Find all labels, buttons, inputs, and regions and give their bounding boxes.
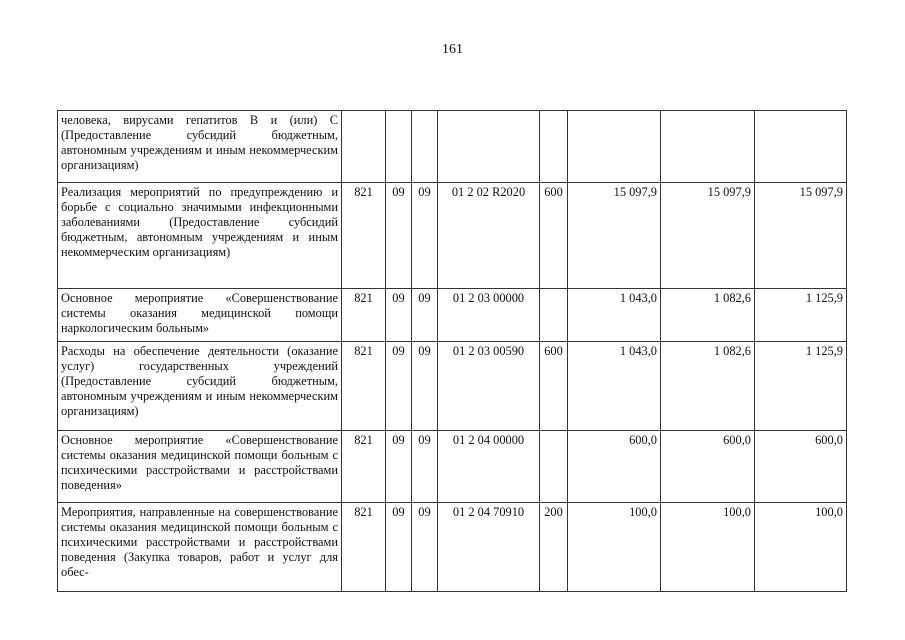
expense-type [540,431,568,503]
amount-year-2: 100,0 [661,503,755,592]
target-article: 01 2 02 R2020 [438,183,540,289]
target-article: 01 2 04 00000 [438,431,540,503]
row-description: Расходы на обеспечение деятельности (оказание услуг) государственных учреждений (Предоставление субсидий бюджетным, автономным учреждениям и иным некоммерческим организациям) [58,342,342,431]
page-number: 161 [442,42,463,57]
amount-year-2: 600,0 [661,431,755,503]
amount-year-1: 100,0 [568,503,661,592]
table-row [58,111,847,183]
target-article: 01 2 03 00000 [438,289,540,342]
subsection-code: 09 [412,289,438,342]
section-code: 09 [386,183,412,289]
subsection-code: 09 [412,342,438,431]
ministry-code: 821 [342,342,386,431]
ministry-code: 821 [342,289,386,342]
subsection-code: 09 [412,431,438,503]
amount-year-1 [568,111,661,183]
amount-year-1: 1 043,0 [568,342,661,431]
amount-year-2: 15 097,9 [661,183,755,289]
amount-year-2: 1 082,6 [661,342,755,431]
amount-year-3: 600,0 [755,431,847,503]
amount-year-1: 1 043,0 [568,289,661,342]
amount-year-1: 600,0 [568,431,661,503]
subsection-code: 09 [412,183,438,289]
ministry-code: 821 [342,431,386,503]
target-article: 01 2 03 00590 [438,342,540,431]
section-code [386,111,412,183]
section-code: 09 [386,503,412,592]
amount-year-3: 15 097,9 [755,183,847,289]
target-article [438,111,540,183]
subsection-code [412,111,438,183]
expense-type: 600 [540,183,568,289]
expense-type: 600 [540,342,568,431]
table-row [58,183,847,289]
expense-type: 200 [540,503,568,592]
subsection-code: 09 [412,503,438,592]
row-description: человека, вирусами гепатитов В и (или) С (Предоставление субсидий бюджетным, автономным учреждениям и иным некоммерческим организациям) [58,111,342,183]
row-description: Основное мероприятие «Совершенствование системы оказания медицинской помощи больным с психическими расстройствами и расстройствами поведения» [58,431,342,503]
table-row [58,431,847,503]
budget-table [57,110,847,592]
section-code: 09 [386,289,412,342]
amount-year-1: 15 097,9 [568,183,661,289]
amount-year-3 [755,111,847,183]
amount-year-3: 100,0 [755,503,847,592]
expense-type [540,111,568,183]
expense-type [540,289,568,342]
table-row [58,342,847,431]
amount-year-3: 1 125,9 [755,289,847,342]
section-code: 09 [386,431,412,503]
amount-year-2 [661,111,755,183]
target-article: 01 2 04 70910 [438,503,540,592]
table-row [58,289,847,342]
ministry-code: 821 [342,183,386,289]
amount-year-3: 1 125,9 [755,342,847,431]
table-row [58,503,847,592]
row-description: Основное мероприятие «Совершенствование системы оказания медицинской помощи наркологическим больным» [58,289,342,342]
amount-year-2: 1 082,6 [661,289,755,342]
row-description: Мероприятия, направленные на совершенствование системы оказания медицинской помощи больным с психическими расстройствами и расстройствами поведения (Закупка товаров, работ и услуг для обес- [58,503,342,592]
ministry-code: 821 [342,503,386,592]
ministry-code [342,111,386,183]
row-description: Реализация мероприятий по предупреждению и борьбе с социально значимыми инфекционными заболеваниями (Предоставление субсидий бюджетным, автономным учреждениям и иным некоммерческим организациям) [58,183,342,289]
section-code: 09 [386,342,412,431]
